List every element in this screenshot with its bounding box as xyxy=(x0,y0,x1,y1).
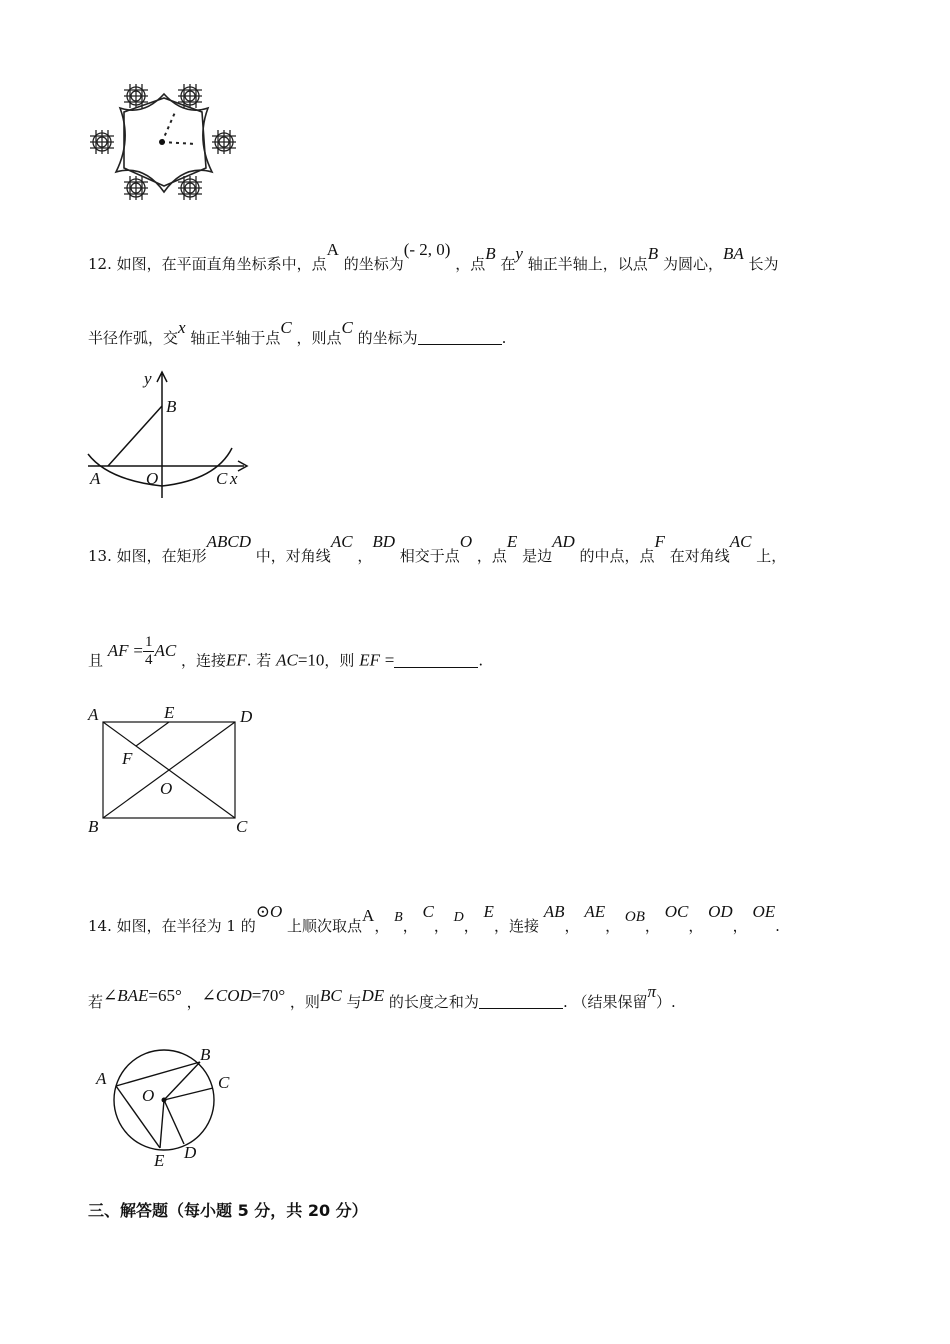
knot-pattern-figure xyxy=(84,76,244,211)
fig14-label-c: C xyxy=(218,1073,230,1092)
fig13-label-f: F xyxy=(122,749,133,768)
fig13-label-b: B xyxy=(88,817,99,836)
fig13-label-c: C xyxy=(236,817,248,836)
fig14-label-b: B xyxy=(200,1045,211,1064)
fig13-label-e: E xyxy=(164,703,175,722)
q13-answer-blank xyxy=(394,653,478,668)
arc-bc: BC xyxy=(319,986,342,1005)
fig12-label-y: y xyxy=(144,369,152,388)
fig13-label-d: D xyxy=(240,707,253,726)
fig12-label-x: x xyxy=(230,469,238,488)
q12-coordinate-figure xyxy=(84,368,254,500)
fig14-label-o: O xyxy=(142,1086,155,1105)
fig14-label-d: D xyxy=(184,1143,197,1162)
q12-line-1: 12. 如图，在平面直角坐标系中，点A 的坐标为(- 2, 0) ，点B 在y 轴正半轴上，以点B 为圆心，BA 长为 xyxy=(88,240,779,273)
fig13-label-a: A xyxy=(88,705,99,724)
section-3-heading: 三、解答题（每小题 5 分，共 20 分） xyxy=(88,1201,368,1220)
fig12-label-o: O xyxy=(146,469,159,488)
fig12-label-a: A xyxy=(90,469,101,488)
fig12-label-c: C xyxy=(216,469,228,488)
q13-line-1: 13. 如图，在矩形ABCD 中，对角线AC ，BD 相交于点O ，点E 是边AD 的中点，点F 在对角线AC 上， xyxy=(88,532,787,565)
q12-line-2: 半径作弧，交x 轴正半轴于点C ，则点C 的坐标为 . xyxy=(88,318,507,347)
q13-line-2: 且 AF = $\frac{1}{4}$ AC ，连接EF. 若 AC=10，则 EF = . xyxy=(88,634,484,670)
q12-answer-blank xyxy=(418,330,502,345)
arc-de: DE xyxy=(361,986,385,1005)
q14-line-2: 若∠BAE=65° ，∠COD=70° ，则BC 与DE 的长度之和为 . （结果保留π）. xyxy=(88,982,676,1011)
q14-line-1: 14. 如图，在半径为 1 的⊙O 上顺次取点A， B， C， D， E，连接 AB， AE， OB， OC， OD， OE. xyxy=(88,902,780,935)
fig14-label-e: E xyxy=(154,1151,165,1170)
fig13-label-o: O xyxy=(160,779,173,798)
q14-answer-blank xyxy=(479,994,563,1009)
q14-circle-figure xyxy=(86,1040,246,1172)
fig14-label-a: A xyxy=(96,1069,107,1088)
q13-rectangle-figure xyxy=(84,700,264,840)
q13-fraction: $\frac{1}{4}$ xyxy=(144,634,153,668)
fig12-label-b: B xyxy=(166,397,177,416)
